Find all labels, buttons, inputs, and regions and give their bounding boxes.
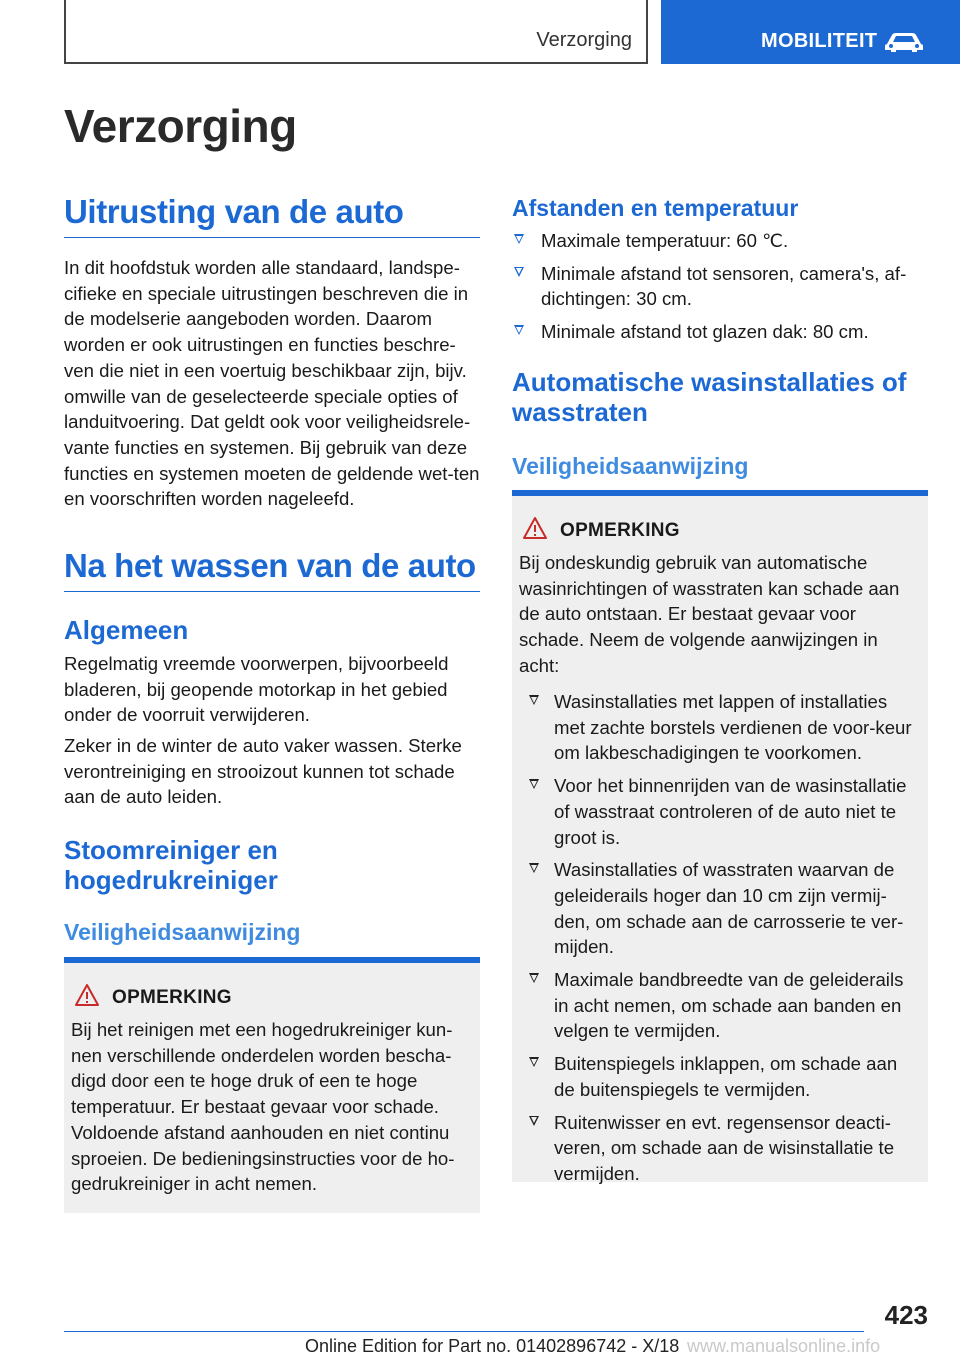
bullet-triangle-icon xyxy=(514,325,524,335)
bullet-triangle-icon xyxy=(514,267,524,277)
watermark: www.manualsonline.info xyxy=(687,1336,881,1356)
car-icon xyxy=(883,30,925,54)
footer-divider xyxy=(64,1331,864,1332)
bullet-triangle-icon xyxy=(529,863,539,873)
list-item: Wasinstallaties of wasstraten waarvan de geleiderails hoger dan 10 cm zijn vermij-den, om schade aan de carrosserie te ver-mijden. xyxy=(519,857,921,960)
section-heading-after-wash: Na het wassen van de auto xyxy=(64,547,480,592)
bullet-triangle-icon xyxy=(529,779,539,789)
subheading-car-wash: Automatische wasinstallaties of wasstraten xyxy=(512,367,907,427)
list-item: Minimale afstand tot glazen dak: 80 cm. xyxy=(512,319,928,345)
equipment-paragraph: In dit hoofdstuk worden alle standaard, landspe-cifieke en speciale uitrustingen beschreven die in de modelserie aangeboden worden. Daarom worden er ook uitrustingen en functies beschre-ven die niet in een voertuig beschikbaar zijn, bijv. omwille van de geselecteerde speciale opties of landuitvoering. Dat geldt ook voor veiligheidsrele-vante functies en systemen. Bij gebruik van deze functies en systemen moeten de geldende wet-ten en voorschriften worden nageleefd. xyxy=(64,257,480,510)
general-paragraph-2: Zeker in de winter de auto vaker wassen. Sterke verontreiniging en strooizout kunnen tot schade aan de auto leiden. xyxy=(64,735,462,808)
subheading-safety-right: Veiligheidsaanwijzing xyxy=(512,453,749,479)
warning-label: OPMERKING xyxy=(112,987,232,1008)
list-item: Maximale temperatuur: 60 ℃. xyxy=(512,228,928,254)
list-item: Buitenspiegels inklappen, om schade aan de buitenspiegels te vermijden. xyxy=(519,1051,921,1102)
list-item: Voor het binnenrijden van de wasinstallatie of wasstraat controleren of de auto niet te groot is. xyxy=(519,773,921,850)
warning-triangle-icon xyxy=(522,516,548,540)
warning-text: Bij ondeskundig gebruik van automatische wasinrichtingen of wasstraten kan schade aan de auto ontstaan. Er bestaat gevaar voor schade. Neem de volgende aanwijzingen in acht: xyxy=(519,552,900,676)
bullet-triangle-icon xyxy=(529,695,539,705)
warning-label: OPMERKING xyxy=(560,520,680,541)
page-title: Verzorging xyxy=(64,100,297,152)
subheading-distances: Afstanden en temperatuur xyxy=(512,195,799,221)
distances-list xyxy=(512,228,928,352)
subheading-general: Algemeen xyxy=(64,615,189,645)
mobility-tab-label: MOBILITEIT xyxy=(761,30,878,52)
header-section-label: Verzorging xyxy=(536,29,632,51)
warning-triangle-icon xyxy=(74,983,100,1007)
subheading-safety-left: Veiligheidsaanwijzing xyxy=(64,919,301,945)
general-paragraph-1: Regelmatig vreemde voorwerpen, bijvoorbeeld bladeren, bij geopende motorkap in het gebied onder de voorruit verwijderen. xyxy=(64,653,449,726)
warning-note-right xyxy=(512,490,928,1182)
edition-text: Online Edition for Part no. 01402896742 - X/18 xyxy=(305,1336,680,1356)
bullet-triangle-icon xyxy=(514,234,524,244)
list-item: Maximale bandbreedte van de geleiderails in acht nemen, om schade aan banden en velgen te vermijden. xyxy=(519,967,921,1044)
bullet-triangle-icon xyxy=(529,1057,539,1067)
list-item: Minimale afstand tot sensoren, camera's, af-dichtingen: 30 cm. xyxy=(512,261,928,312)
header-section-box xyxy=(64,0,648,64)
warning-note-left xyxy=(64,957,480,1213)
page-number: 423 xyxy=(884,1300,928,1330)
bullet-triangle-icon xyxy=(529,973,539,983)
section-heading-equipment: Uitrusting van de auto xyxy=(64,193,480,238)
warning-list xyxy=(519,689,921,1194)
list-item: Ruitenwisser en evt. regensensor deacti-veren, om schade aan de wisinstallatie te vermijden. xyxy=(519,1110,921,1187)
list-item: Wasinstallaties met lappen of installaties met zachte borstels verdienen de voor-keur om lakbeschadigingen te voorkomen. xyxy=(519,689,921,766)
bullet-triangle-icon xyxy=(529,1116,539,1126)
subheading-steam-cleaner: Stoomreiniger en hogedrukreiniger xyxy=(64,835,278,895)
warning-text: Bij het reinigen met een hogedrukreiniger kun-nen verschillende onderdelen worden bescha-digd door een te hoge druk of een te hoge temperatuur. Er bestaat gevaar voor schade. Voldoende afstand aanhouden en niet continu sproeien. De bedieningsinstructies voor de ho-gedrukreiniger in acht nemen. xyxy=(71,1019,455,1195)
